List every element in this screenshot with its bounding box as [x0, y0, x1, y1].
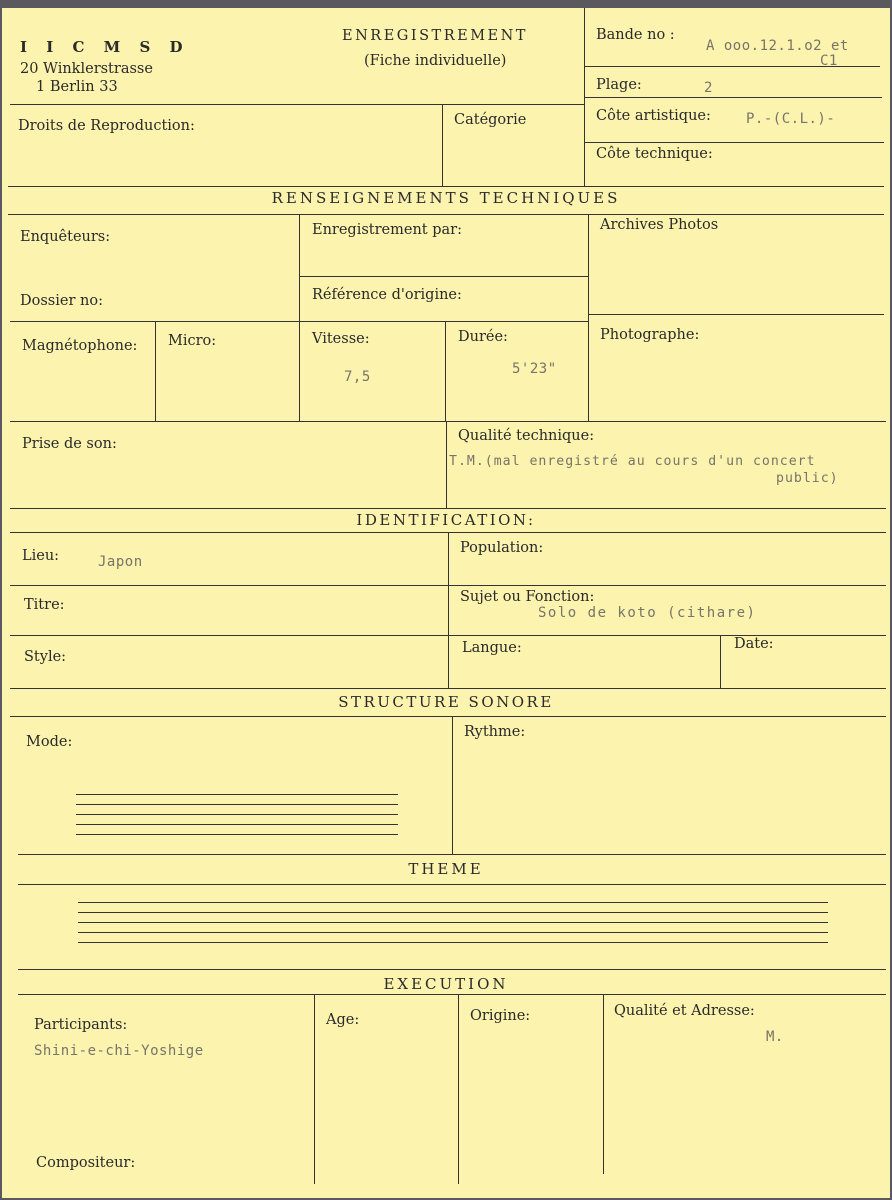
- participants-value: Shini-e-chi-Yoshige: [34, 1043, 204, 1059]
- origine-label: Origine:: [470, 1008, 531, 1024]
- style-label: Style:: [24, 649, 67, 665]
- mode-staff-line: [76, 824, 398, 825]
- population-label: Population:: [460, 540, 544, 556]
- form-title: ENREGISTREMENT: [342, 28, 528, 44]
- bande-value-1: A ooo.12.1.o2 et: [706, 38, 849, 54]
- header-bottom-line: [8, 186, 884, 187]
- archives-underline: [588, 314, 884, 315]
- archives-photos-label: Archives Photos: [600, 217, 719, 233]
- theme-staff-line: [78, 912, 828, 913]
- theme-staff-line: [78, 922, 828, 923]
- structure-bottom-line: [18, 854, 886, 855]
- mode-staff-line: [76, 834, 398, 835]
- sujet-fonction-label: Sujet ou Fonction:: [460, 589, 595, 605]
- lieu-label: Lieu:: [22, 548, 60, 564]
- mode-staff-line: [76, 794, 398, 795]
- population-divider: [448, 532, 449, 688]
- date-divider: [720, 635, 721, 688]
- execution-heading: EXECUTION: [383, 975, 509, 993]
- bande-value-2: C1: [820, 53, 838, 69]
- archives-divider: [588, 214, 589, 421]
- vitesse-value: 7,5: [344, 369, 371, 385]
- duree-value: 5'23": [512, 361, 557, 377]
- titre-label: Titre:: [24, 597, 65, 613]
- photographe-label: Photographe:: [600, 327, 700, 343]
- bande-label: Bande no :: [596, 27, 675, 43]
- style-underline: [10, 688, 886, 689]
- plage-label: Plage:: [596, 77, 642, 93]
- execution-heading-underline: [18, 994, 886, 995]
- cote-artistique-underline: [584, 142, 884, 143]
- tech-heading: RENSEIGNEMENTS TECHNIQUES: [271, 189, 621, 207]
- plage-value: 2: [704, 80, 713, 96]
- vitesse-label: Vitesse:: [312, 331, 370, 347]
- langue-label: Langue:: [462, 640, 522, 656]
- qualite-adresse-divider: [603, 994, 604, 1174]
- identification-heading: IDENTIFICATION:: [356, 511, 536, 529]
- dossier-underline: [10, 321, 588, 322]
- form-subtitle: (Fiche individuelle): [364, 53, 507, 69]
- enqueteurs-label: Enquêteurs:: [20, 229, 111, 245]
- lieu-value: Japon: [98, 554, 143, 570]
- dossier-label: Dossier no:: [20, 293, 103, 309]
- theme-heading: THEME: [408, 860, 484, 878]
- enregistrement-divider: [299, 214, 300, 421]
- rythme-divider: [452, 716, 453, 854]
- duree-divider: [445, 321, 446, 421]
- mode-staff-line: [76, 804, 398, 805]
- qualite-adresse-value: M.: [766, 1029, 784, 1045]
- theme-staff-line: [78, 932, 828, 933]
- theme-staff-line: [78, 902, 828, 903]
- theme-heading-underline: [18, 884, 886, 885]
- compositeur-label: Compositeur:: [36, 1155, 136, 1171]
- org-logo: I I C M S D: [20, 38, 190, 56]
- theme-staff-line: [78, 942, 828, 943]
- qualite-technique-value-1: T.M.(mal enregistré au cours d'un concert: [449, 454, 816, 469]
- date-label: Date:: [734, 636, 774, 652]
- lieu-underline: [10, 585, 886, 586]
- cote-technique-label: Côte technique:: [596, 146, 713, 162]
- structure-heading-underline: [10, 716, 886, 717]
- cote-artistique-label: Côte artistique:: [596, 108, 711, 124]
- categorie-divider: [442, 104, 443, 186]
- mode-staff-line: [76, 814, 398, 815]
- rythme-label: Rythme:: [464, 724, 526, 740]
- micro-label: Micro:: [168, 333, 217, 349]
- address-line-1: 20 Winklerstrasse: [20, 61, 153, 77]
- prise-bottom-line: [10, 508, 886, 509]
- enregistrement-underline: [299, 276, 588, 277]
- magnetophone-label: Magnétophone:: [22, 338, 138, 354]
- index-card: [2, 8, 890, 1198]
- micro-divider: [155, 321, 156, 421]
- qualite-divider: [446, 421, 447, 508]
- plage-underline: [584, 97, 882, 98]
- address-line-2: 1 Berlin 33: [36, 79, 118, 95]
- mode-label: Mode:: [26, 734, 73, 750]
- duree-label: Durée:: [458, 329, 508, 345]
- qualite-technique-value-2: public): [776, 471, 839, 486]
- sujet-fonction-value: Solo de koto (cithare): [538, 605, 757, 621]
- cote-artistique-value: P.-(C.L.)-: [746, 111, 836, 127]
- droits-label: Droits de Reproduction:: [18, 118, 195, 134]
- structure-heading: STRUCTURE SONORE: [338, 693, 554, 711]
- age-label: Age:: [326, 1012, 360, 1028]
- tech-bottom-line: [10, 421, 886, 422]
- theme-bottom-line: [18, 969, 886, 970]
- prise-de-son-label: Prise de son:: [22, 436, 117, 452]
- qualite-technique-label: Qualité technique:: [458, 428, 595, 444]
- categorie-label: Catégorie: [454, 112, 527, 128]
- participants-label: Participants:: [34, 1017, 128, 1033]
- age-divider: [314, 994, 315, 1184]
- header-mid-line: [10, 104, 584, 105]
- tech-heading-underline: [8, 214, 884, 215]
- origine-divider: [458, 994, 459, 1184]
- enregistrement-par-label: Enregistrement par:: [312, 222, 462, 238]
- qualite-adresse-label: Qualité et Adresse:: [614, 1003, 755, 1019]
- reference-label: Référence d'origine:: [312, 287, 462, 303]
